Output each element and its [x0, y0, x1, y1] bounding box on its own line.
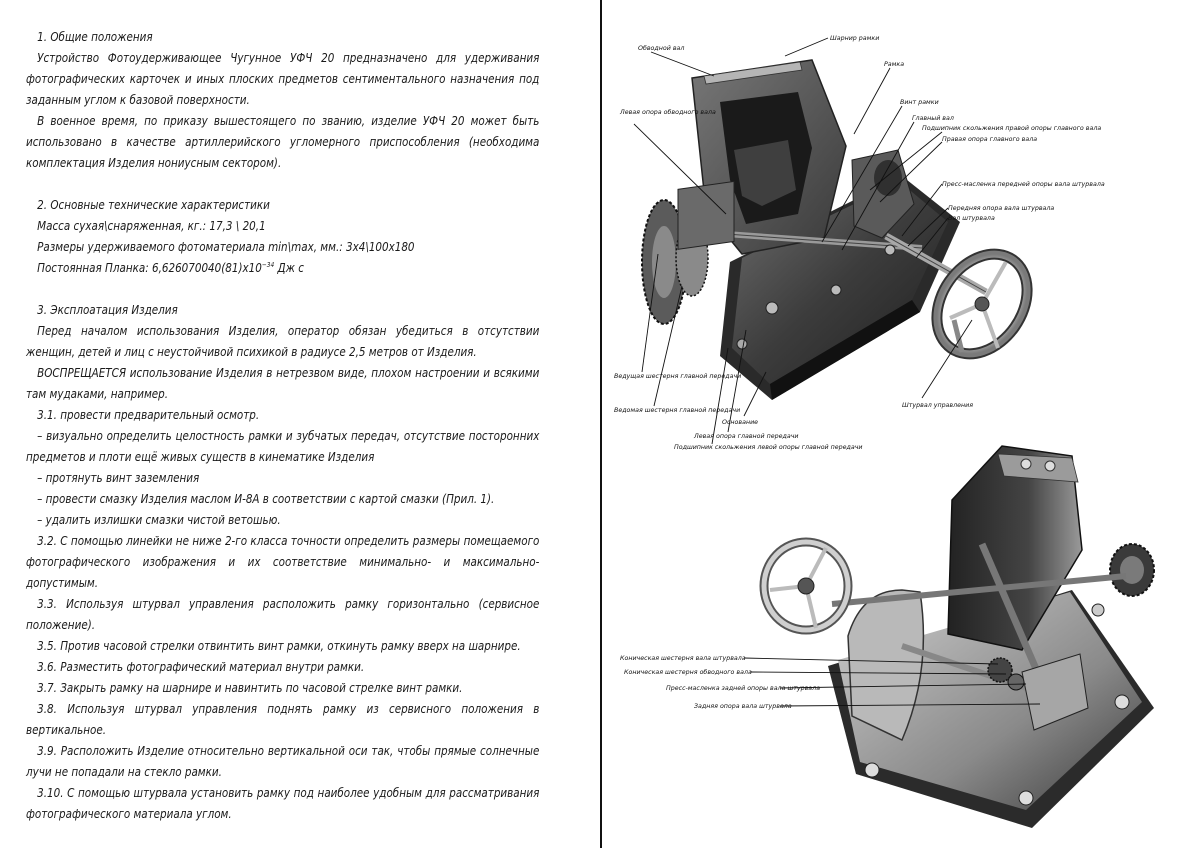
right-page	[602, 0, 1200, 848]
spec-photo-size: Размеры удерживаемого фотоматериала min\max, мм.: 3x4\100x180	[37, 239, 415, 254]
section-2-heading: 2. Основные технические характеристики	[37, 197, 270, 212]
section-1-paragraph-1: Устройство Фотоудерживающее Чугунное УФЧ 20 предназначено для удерживания фотографических карточек и иных плоских предметов сентиментального назначения под заданным углом к базовой поверхности.	[26, 50, 540, 107]
label-rear-support: Задняя опора вала штурвала	[694, 703, 792, 710]
step-3-8: 3.8. Используя штурвал управления поднять рамку из сервисного положения в вертикальное.	[26, 701, 540, 737]
label-bearing-right: Подшипник скольжения правой опоры главного вала	[922, 125, 1102, 132]
label-right-support: Правая опора главного вала	[942, 136, 1038, 143]
label-bevel-wheel: Коническая шестерня вала штурвала	[620, 655, 746, 662]
spec-planck-value: Постоянная Планка: 6,626070040(81)x10	[37, 260, 262, 275]
section-3-paragraph-1: Перед началом использования Изделия, оператор обязан убедиться в отсутствии женщин, детей и лиц с неустойчивой психикой в радиусе 2,5 метров от Изделия.	[26, 323, 540, 359]
label-front-support: Передняя опора вала штурвала	[948, 205, 1055, 212]
section-3-paragraph-2: ВОСПРЕЩАЕТСЯ использование Изделия в нетрезвом виде, плохом настроении и всякими там мудаками, например.	[26, 365, 540, 401]
section-1	[26, 26, 539, 824]
label-handwheel: Штурвал управления	[902, 402, 974, 409]
bottom-device-diagram	[602, 440, 1200, 848]
step-3-6: 3.6. Разместить фотографический материал внутри рамки.	[37, 659, 365, 674]
label-bevel-bypass: Коническая шестерня обводного вала	[624, 669, 752, 676]
label-bypass-shaft: Обводной вал	[638, 45, 685, 52]
spec-planck-unit: Дж с	[274, 260, 304, 275]
label-main-shaft: Главный вал	[912, 115, 954, 122]
bottom-diagram-labels	[620, 655, 820, 710]
label-left-main-support: Левая опора главной передачи	[694, 433, 799, 440]
section-3-heading: 3. Эксплоатация Изделия	[37, 302, 178, 317]
label-frame: Рамка	[884, 61, 905, 68]
label-oiler-rear: Пресс-масленка задней опоры вала штурвала	[666, 685, 821, 692]
bullet-lubricate: – провести смазку Изделия маслом И-8А в соответствии с картой смазки (Прил. 1).	[37, 491, 495, 506]
label-frame-screw: Винт рамки	[900, 99, 939, 106]
bullet-inspect-frame: – визуально определить целостность рамки и зубчатых передач, отсутствие посторонних предметов и плоти ещё живых существ в кинематике Изделия	[26, 428, 540, 464]
top-device-diagram	[602, 0, 1200, 451]
bullet-ground-screw: – протянуть винт заземления	[37, 470, 200, 485]
label-drive-gear: Ведущая шестерня главной передачи	[614, 373, 742, 380]
bullet-remove-grease: – удалить излишки смазки чистой ветошью.	[37, 512, 281, 527]
step-3-3: 3.3. Используя штурвал управления расположить рамку горизонтально (сервисное положение).	[26, 596, 540, 632]
spec-mass: Масса сухая\снаряженная, кг.: 17,3 \ 20,1	[37, 218, 266, 233]
section-1-paragraph-2: В военное время, по приказу вышестоящего по званию, изделие УФЧ 20 может быть использовано в качестве артиллерийского угломерного приспособления (необходима комплектация Изделия нониусным сектором).	[26, 113, 540, 170]
label-hinge: Шарнир рамки	[830, 35, 880, 42]
label-left-bypass-support: Левая опора обводного вала	[620, 109, 716, 116]
step-3-7: 3.7. Закрыть рамку на шарнире и навинтить по часовой стрелке винт рамки.	[37, 680, 463, 695]
label-oiler-front: Пресс-масленка передней опоры вала штурвала	[942, 181, 1105, 188]
section-1-heading: 1. Общие положения	[37, 29, 153, 44]
bottom-device-body	[764, 446, 1154, 828]
label-base: Основание	[722, 419, 759, 426]
step-3-10: 3.10. С помощью штурвала установить рамку под наиболее удобным для рассматривания фотографического материала углом.	[26, 785, 540, 821]
step-3-5: 3.5. Против часовой стрелки отвинтить винт рамки, откинуть рамку вверх на шарнире.	[37, 638, 521, 653]
label-bearing-left: Подшипник скольжения левой опоры главной передачи	[674, 444, 863, 451]
label-wheel-shaft: Вал штурвала	[948, 215, 995, 222]
spec-planck-exponent: −34	[261, 260, 275, 269]
step-3-2: 3.2. С помощью линейки не ниже 2-го класса точности определить размеры помещаемого фотографического изображения и их соответствие минимально- и максимально-допустимым.	[26, 533, 540, 590]
step-3-9: 3.9. Расположить Изделие относительно вертикальной оси так, чтобы прямые солнечные лучи не попадали на стекло рамки.	[26, 743, 540, 779]
spec-planck	[26, 257, 539, 278]
label-driven-gear: Ведомая шестерня главной передачи	[614, 407, 741, 414]
step-3-1: 3.1. провести предварительный осмотр.	[37, 407, 260, 422]
